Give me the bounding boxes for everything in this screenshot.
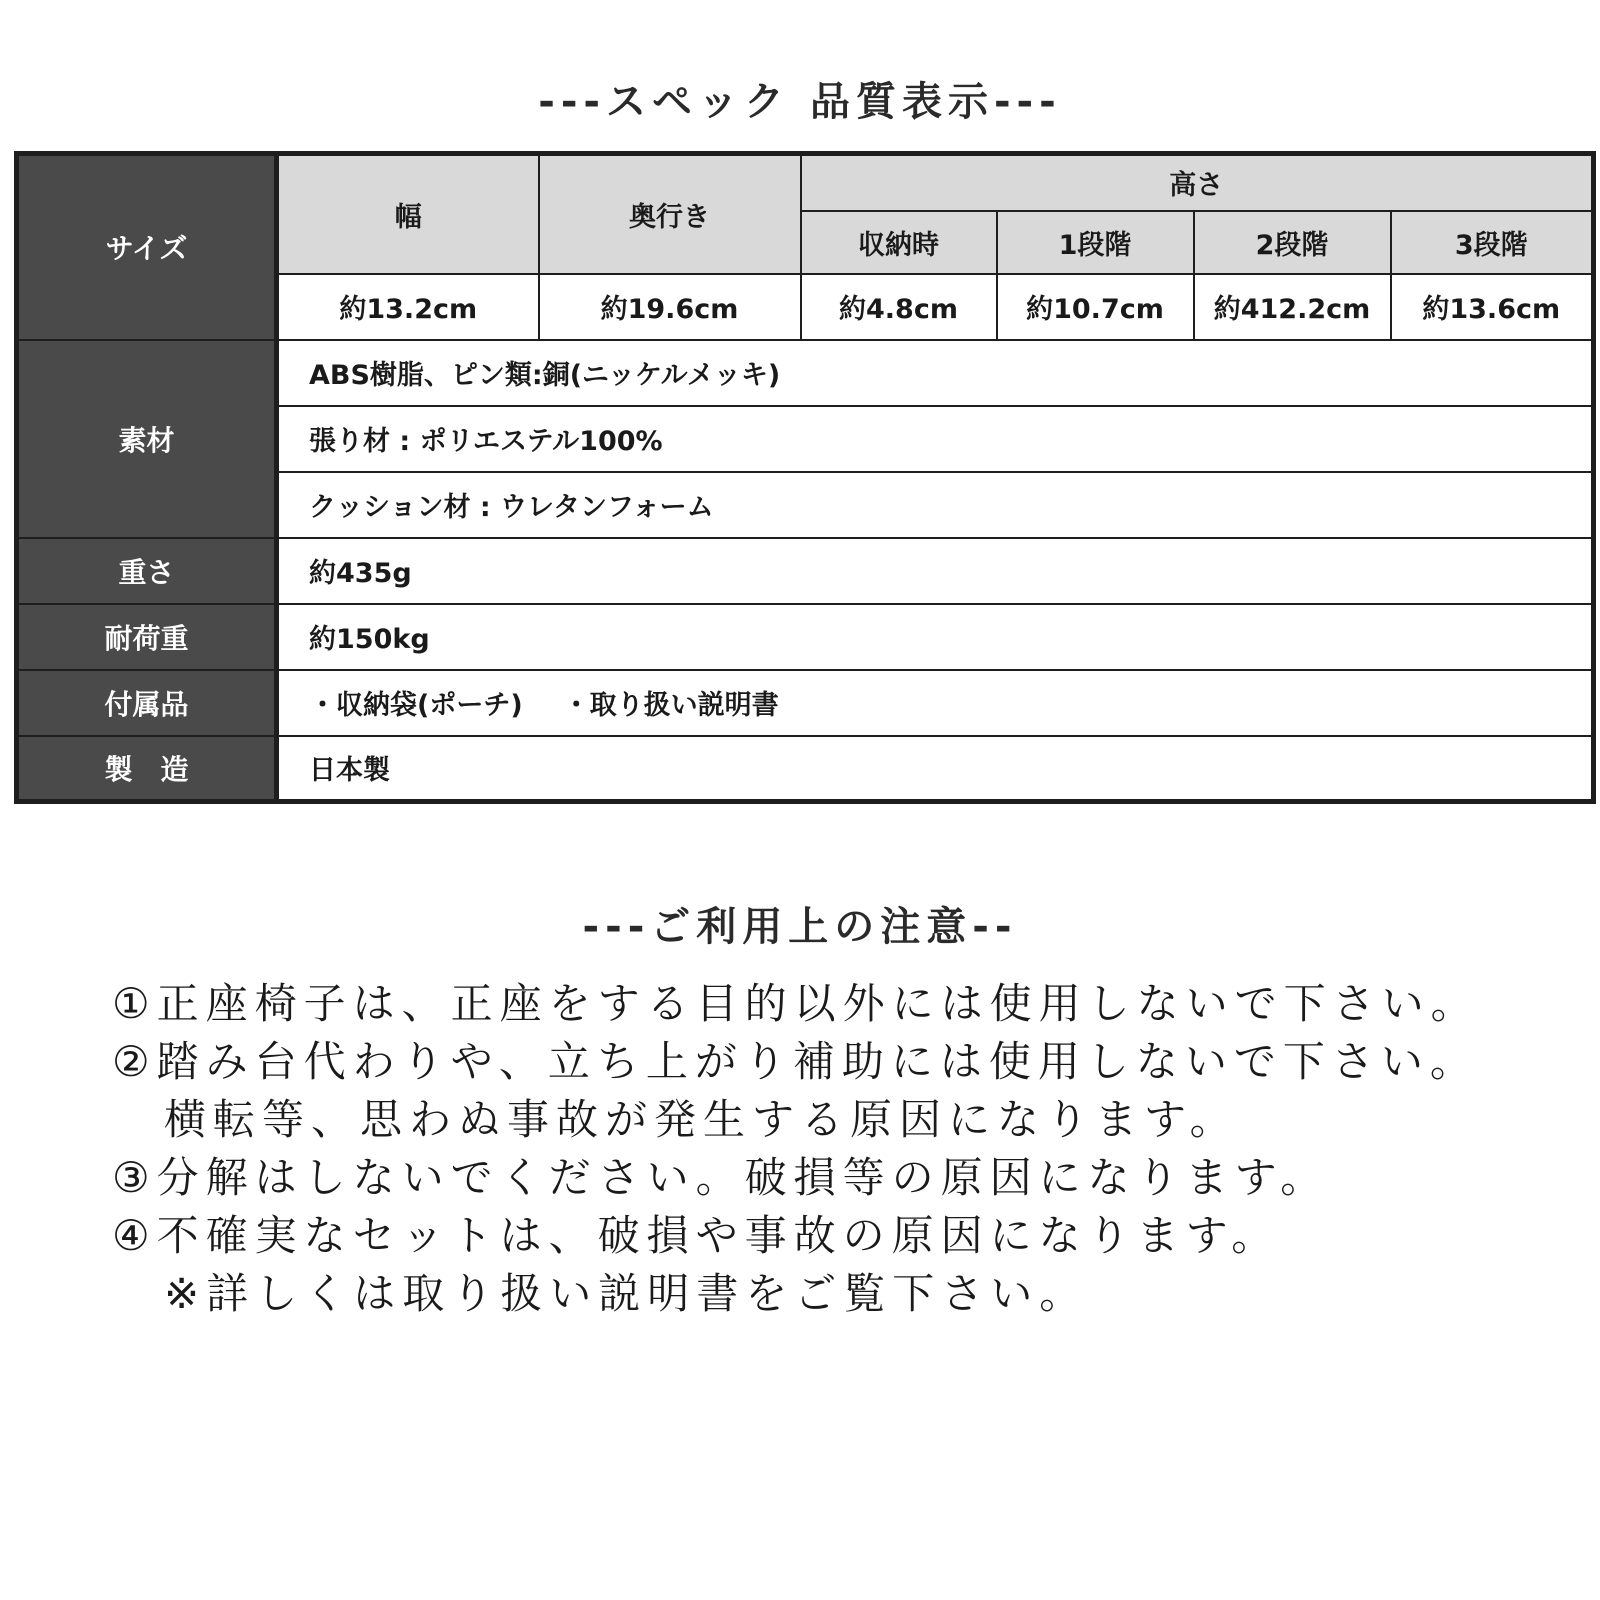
height-level2-value: 約412.2cm xyxy=(1194,274,1391,340)
height-level3-header: 3段階 xyxy=(1391,211,1594,274)
notes-list xyxy=(112,975,1572,1323)
material-item: クッション材 : ウレタンフォーム xyxy=(277,472,1594,538)
depth-value: 約19.6cm xyxy=(539,274,801,340)
height-level2-header: 2段階 xyxy=(1194,211,1391,274)
width-value: 約13.2cm xyxy=(277,274,539,340)
height-level3-value: 約13.6cm xyxy=(1391,274,1594,340)
accessory-item: ・取り扱い説明書 xyxy=(562,690,779,721)
note-line: ③分解はしないでください。破損等の原因になります。 xyxy=(112,1153,1330,1202)
width-header: 幅 xyxy=(277,154,539,274)
height-stored-header: 収納時 xyxy=(801,211,997,274)
load-value: 約150kg xyxy=(277,604,1594,670)
spec-table xyxy=(14,151,1596,804)
height-level1-value: 約10.7cm xyxy=(997,274,1194,340)
spec-title: ---スペック 品質表示--- xyxy=(538,79,1062,125)
depth-header: 奥行き xyxy=(539,154,801,274)
height-stored-value: 約4.8cm xyxy=(801,274,997,340)
accessories-value xyxy=(277,670,1594,736)
manufacture-header: 製 造 xyxy=(17,736,277,802)
weight-header: 重さ xyxy=(17,538,277,604)
manufacture-value: 日本製 xyxy=(277,736,1594,802)
accessories-header: 付属品 xyxy=(17,670,277,736)
notes-title: ---ご利用上の注意-- xyxy=(582,904,1018,950)
note-line: ①正座椅子は、正座をする目的以外には使用しないで下さい。 xyxy=(112,979,1480,1028)
weight-value: 約435g xyxy=(277,538,1594,604)
note-line: ④不確実なセットは、破損や事故の原因になります。 xyxy=(112,1211,1281,1260)
height-header: 高さ xyxy=(801,154,1594,211)
material-item: 張り材 : ポリエステル100% xyxy=(277,406,1594,472)
height-level1-header: 1段階 xyxy=(997,211,1194,274)
material-header: 素材 xyxy=(17,340,277,538)
material-item: ABS樹脂、ピン類:銅(ニッケルメッキ) xyxy=(277,340,1594,406)
note-line: ②踏み台代わりや、立ち上がり補助には使用しないで下さい。 xyxy=(112,1037,1479,1086)
load-header: 耐荷重 xyxy=(17,604,277,670)
size-header: サイズ xyxy=(17,154,277,340)
accessory-item: ・収納袋(ポーチ) xyxy=(309,690,523,721)
note-line: 横転等、思わぬ事故が発生する原因になります。 xyxy=(164,1095,1239,1144)
note-line: ※詳しくは取り扱い説明書をご覧下さい。 xyxy=(164,1269,1089,1318)
